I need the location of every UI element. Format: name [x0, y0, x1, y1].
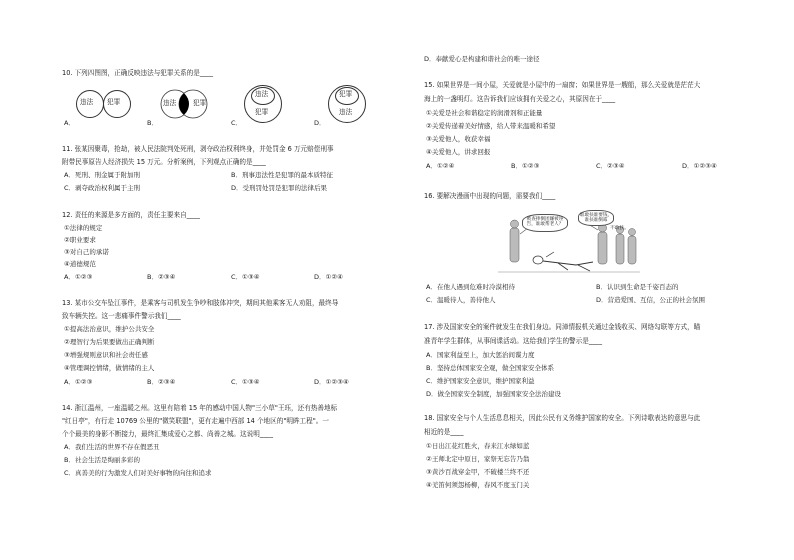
q12-item: ①法律的规定 [64, 224, 103, 232]
q15-choice-c: C．②③④ [596, 162, 625, 170]
q17-stem-line2: 准青年学生群体，从事间谍活动。这给我们学生的警示是____ [424, 337, 603, 345]
q14-option-c: C．真善美的行为激发人们对美好事物的向往和追求 [64, 469, 212, 477]
q14-stem-line3: 个个最美的身影不断接力，最终汇集成爱心之都、尚善之城。这说明____ [62, 430, 273, 438]
q15-item: ②关爱传递着美好情感，给人带来温暖和希望 [426, 122, 556, 130]
q12-item: ②职业要求 [64, 236, 96, 244]
q16-option-c: C．温暖待人，善待他人 [426, 296, 496, 304]
q14-stem-line1: 14. 浙江温州，一座温暖之州。这里有陪着 15 年的感动中国人物"三小草"王珏，还有热善地标 [62, 404, 338, 412]
q16-stem: 16. 要解决漫画中出现的问题，需要我们____ [424, 192, 556, 200]
q11-stem-line2: 附带民事原告人经济损失 15 万元。分析案例，下列观点正确的是____ [62, 158, 266, 166]
q17-option-c: C．维护国家安全意识，维护国家利益 [426, 377, 535, 385]
q16-option-b: B．认识到生命是千姿百态的 [596, 283, 679, 291]
q17-option-d: D．做全国家安全制度，加强国家安全法治建设 [426, 390, 562, 398]
q13-choice-a: A．①②③ [64, 378, 93, 386]
venn-label: 违法 [80, 98, 94, 106]
q10-stem: 10. 下列四图图，正确反映违法与犯罪关系的是____ [62, 69, 214, 77]
venn-diagram-d [328, 85, 368, 125]
option-letter: B． [147, 119, 158, 127]
venn-label: 犯罪 [255, 108, 269, 116]
q14-option-d: D．奉献爱心是构建和谐社会的唯一途径 [424, 55, 540, 63]
option-letter: D． [314, 119, 326, 127]
comic-caption: 不敢扶。 [610, 226, 630, 231]
q15-stem-line1: 15. 如果世界是一间小屋，关爱就是小屋中的一扇窗；如果世界是一艘船，那么关爱就是茫茫大 [424, 81, 701, 89]
comic-illustration [498, 210, 640, 276]
q11-option-a: A．死刑、刑金属于附加刑 [64, 171, 140, 179]
q14-stem-line2: "红日亭"，有行走 10769 公里的"微笑联盟"，更有走遍中西部 14 个地区的"明眸工程"。一 [62, 417, 329, 425]
q15-choice-b: B．①②③ [511, 162, 540, 170]
q15-choice-d: D．①②③④ [682, 162, 717, 170]
q13-choice-c: C．①③④ [231, 378, 260, 386]
q11-option-c: C．剥夺政治权利属于主刑 [64, 184, 141, 192]
q13-stem-line2: 致车辆失控。这一悲痛事件警示我们____ [62, 312, 181, 320]
venn-label: 违法 [255, 90, 269, 98]
option-letter: C． [231, 119, 243, 127]
q17-stem-line1: 17. 涉及国家安全的案件就发生在我们身边。同漳情报机关通过金钱收买、网络勾联等方式，瞄 [424, 323, 701, 331]
q11-option-b: B．刑事违法性是犯罪的最本质特征 [231, 171, 333, 179]
q15-choice-a: A．①②④ [426, 162, 455, 170]
q14-option-b: B．社会生活是绚丽多彩的 [64, 456, 140, 464]
q12-choice-a: A．①②③ [64, 273, 93, 281]
q13-item: ②理智行为后果要做出正确判断 [64, 338, 155, 346]
q18-item: ②王师北定中原日，家祭无忘告乃翁 [426, 455, 530, 463]
venn-label: 犯罪 [107, 98, 121, 106]
q14-option-a: A．我们生活的世界不存在假恶丑 [64, 443, 160, 451]
venn-diagram-a [76, 89, 136, 121]
q13-item: ③增强规则意识和社会责任感 [64, 351, 148, 359]
q12-item: ③对自己的承诺 [64, 248, 109, 256]
q12-choice-d: D．①②④ [314, 273, 343, 281]
q18-stem-line2: 相近的是____ [424, 428, 464, 436]
q12-stem: 12. 责任的来源是多方面的，责任主要来自____ [62, 211, 200, 219]
q13-item: ①提高法治意识，维护公共安全 [64, 325, 155, 333]
q18-item: ④羌笛何须怨杨柳，春风不度玉门关 [426, 481, 530, 489]
q12-choice-b: B．②③④ [147, 273, 176, 281]
q15-item: ③关爱他人，收获幸福 [426, 135, 491, 143]
q18-item: ③黄沙百战穿金甲，不破楼兰终不还 [426, 468, 530, 476]
venn-label: 违法 [163, 99, 177, 107]
q17-option-b: B．坚持总体国家安全观，做全国家安全体系 [426, 364, 554, 372]
speech-bubble: 谁敢扶谁要钱，谁扶谁倒霉 [578, 210, 614, 226]
q13-choice-d: D．①②③④ [314, 378, 349, 386]
option-letter: A． [64, 119, 75, 127]
q16-option-d: D．营造爱国、互信，公正的社会氛围 [596, 296, 706, 304]
q16-option-a: A．在他人遇到危难时冷漠相待 [426, 283, 515, 291]
venn-label: 违法 [339, 108, 353, 116]
q15-item: ④关爱他人，讲求回报 [426, 148, 491, 156]
speech-bubble: 被查摔倒团嫌被诬告，谁敢帮老人？ [522, 214, 568, 232]
comic-drawing [498, 210, 640, 276]
venn-label: 犯罪 [193, 99, 207, 107]
q13-choice-b: B．②③④ [147, 378, 176, 386]
q11-option-d: D．受刑罚处罚是犯罪的法律后果 [231, 184, 328, 192]
venn-label: 犯罪 [339, 90, 353, 98]
q13-stem-line1: 13. 某市公交车坠江事件，是乘客与司机发生争吵和肢体冲突，期间其他乘客无人劝阻，最终导 [62, 299, 339, 307]
venn-diagram-c [244, 85, 284, 125]
q12-choice-c: C．①③④ [231, 273, 260, 281]
q18-item: ①日出江花红胜火，春来江水绿如蓝 [426, 442, 530, 450]
q18-stem-line1: 18. 国家安全与个人生活息息相关，因此公民有义务维护国家的安全。下列诗歌表达的意思与此 [424, 414, 701, 422]
q13-item: ④管理调控情绪，做情绪的主人 [64, 364, 155, 372]
q15-stem-line2: 海上的一盏明灯。这告诉我们应该拥有关爱之心，其原因在于____ [424, 95, 616, 103]
q17-option-a: A．国家利益至上，加大惩治间谍力度 [426, 351, 535, 359]
q11-stem-line1: 11. 张某因聚毒，抢劫，被人民法院判处死刑，剥夺政治权利终身，并处罚金 6 万元赔偿刑事 [62, 145, 334, 153]
q15-item: ①关爱是社会和谐稳定的润滑剂和正能量 [426, 109, 543, 117]
q12-item: ④道德规范 [64, 260, 96, 268]
